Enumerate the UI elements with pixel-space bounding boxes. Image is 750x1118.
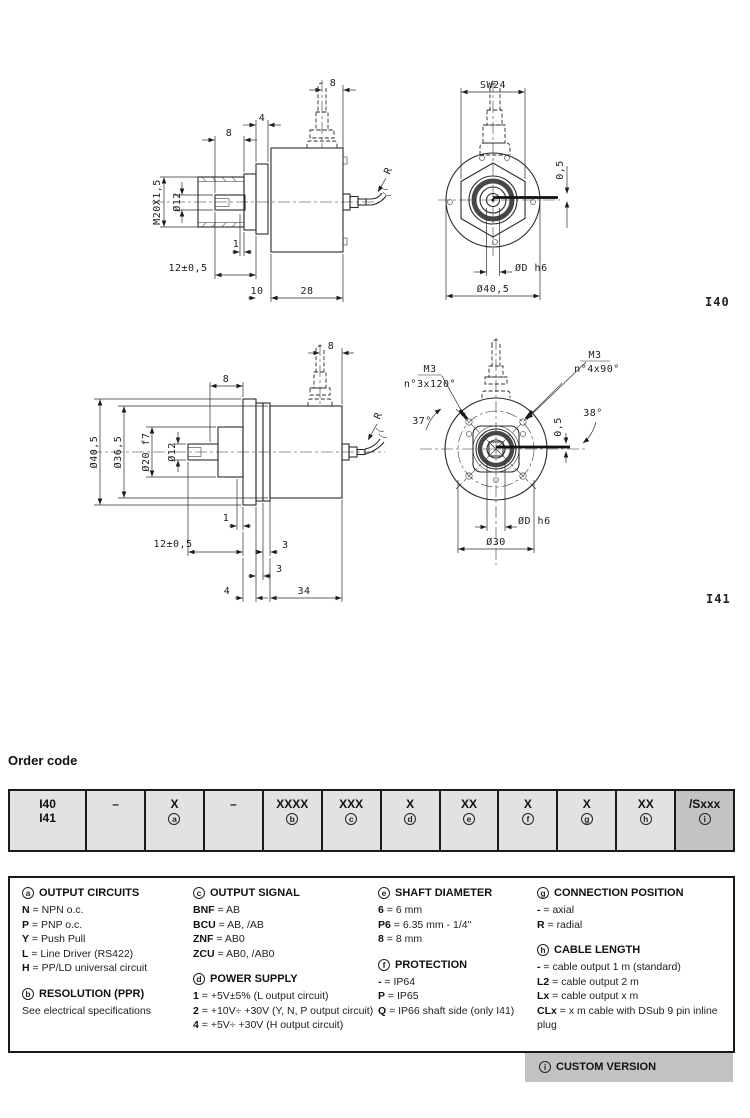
legend-item xyxy=(378,903,537,918)
item-key: - xyxy=(537,961,541,973)
legend-section-title xyxy=(537,887,733,899)
item-key: - xyxy=(378,975,382,988)
item-key: H xyxy=(22,962,30,974)
model-label-i40: I40 xyxy=(705,295,730,309)
item-description: IP65 xyxy=(396,990,419,1002)
i41-side-view-drawing xyxy=(80,320,400,615)
legend-item xyxy=(537,960,733,975)
order-code-cell xyxy=(205,791,264,850)
legend-section-g xyxy=(537,887,733,932)
item-key: BCU xyxy=(193,918,216,931)
item-description: 8 mm xyxy=(395,933,423,945)
item-key: ZCU xyxy=(193,947,215,960)
model-label-i41: I41 xyxy=(706,592,731,606)
order-code-cell xyxy=(676,791,733,850)
dimension-labels xyxy=(88,341,385,597)
item-description: IP66 shaft side (only I41) xyxy=(398,1004,515,1017)
section-title-text: SHAFT DIAMETER xyxy=(395,887,493,899)
order-code-field-letter: b xyxy=(286,813,298,825)
section-note: See electrical specifications xyxy=(22,1004,151,1017)
angle-38-label: 38° xyxy=(583,408,603,419)
dimensions xyxy=(94,348,354,602)
i41-front-view-drawing xyxy=(390,330,750,620)
item-description: radial xyxy=(556,918,583,931)
order-code-value: XXXX xyxy=(276,797,309,811)
section-letter-badge: f xyxy=(378,959,390,971)
item-description: NPN o.c. xyxy=(41,904,84,916)
equals-sign: = xyxy=(540,904,553,916)
legend-item xyxy=(537,1004,733,1033)
order-code-cell xyxy=(558,791,617,850)
order-code-cell xyxy=(264,791,323,850)
order-code-value: XXX xyxy=(339,797,364,811)
dim-label-dia12: Ø12 xyxy=(167,442,178,462)
dim-label-shaft-8: 8 xyxy=(225,128,233,139)
i40-front-view-drawing xyxy=(430,60,750,320)
dim-label-top-8: 8 xyxy=(329,78,337,89)
legend-section-title xyxy=(22,887,193,899)
legend-item xyxy=(378,975,537,990)
item-key: P xyxy=(22,918,30,931)
order-code-field-letter: a xyxy=(168,813,180,825)
legend-item xyxy=(378,1004,537,1019)
legend-item xyxy=(22,918,193,933)
legend-item xyxy=(193,918,378,933)
legend-item xyxy=(378,918,537,933)
item-key: 2 xyxy=(193,1004,199,1017)
equals-sign: = xyxy=(214,947,226,960)
order-code-table xyxy=(8,789,735,852)
legend-section-title xyxy=(193,887,378,899)
dim-label-top-8: 8 xyxy=(327,341,335,352)
dim-label-sw24: SW24 xyxy=(479,80,507,91)
equals-sign: = xyxy=(390,918,403,931)
dim-label-3b: 3 xyxy=(276,564,283,575)
radial-cable xyxy=(343,178,391,210)
equals-sign: = xyxy=(29,904,42,916)
order-code-cell xyxy=(87,791,146,850)
item-key: P xyxy=(378,990,386,1002)
legend-column xyxy=(193,887,378,1051)
equals-sign: = xyxy=(28,947,41,960)
legend-column xyxy=(537,887,733,1073)
dim-label-dia405: Ø40,5 xyxy=(89,435,100,469)
dim-label-1: 1 xyxy=(222,513,230,524)
legend-section-b xyxy=(22,988,193,1019)
order-code-cell xyxy=(499,791,558,850)
dim-label-34: 34 xyxy=(297,586,311,597)
equals-sign: = xyxy=(383,933,396,945)
order-code-cell xyxy=(382,791,441,850)
angle-37-label: 37° xyxy=(412,416,432,427)
order-code-value: I41 xyxy=(39,811,56,825)
legend-item xyxy=(22,961,193,976)
equals-sign: = xyxy=(556,1004,569,1017)
item-key: 8 xyxy=(378,933,384,945)
section-letter-badge: c xyxy=(193,887,205,899)
item-description: +5V±5% (L output circuit) xyxy=(210,990,329,1002)
legend-item xyxy=(193,1018,378,1033)
item-description: PNP o.c. xyxy=(40,918,83,931)
item-description: Push Pull xyxy=(40,933,86,945)
order-code-value: X xyxy=(170,797,179,811)
section-title-text: CUSTOM VERSION xyxy=(556,1060,657,1073)
order-code-field-letter: g xyxy=(581,813,593,825)
dim-label-thread: M20X1,5 xyxy=(152,179,163,225)
legend-section-c xyxy=(193,887,378,961)
axial-cable-gland-phantom xyxy=(480,84,510,155)
item-description: cable output x m xyxy=(561,990,639,1002)
section-title-text: POWER SUPPLY xyxy=(210,973,298,985)
equals-sign: = xyxy=(29,962,42,974)
legend-item xyxy=(22,903,193,918)
item-description: cable output 2 m xyxy=(561,975,639,988)
item-description: PP/LD universal circuit xyxy=(41,962,148,974)
dim-label-dia-405: Ø40,5 xyxy=(476,284,510,295)
dim-label-05: 0,5 xyxy=(555,160,566,180)
order-code-cell xyxy=(441,791,500,850)
item-description: 6.35 mm - 1/4" xyxy=(402,918,472,931)
legend-section-e xyxy=(378,887,537,947)
dim-label-dia12: Ø12 xyxy=(172,192,183,212)
equals-sign: = xyxy=(198,990,211,1002)
legend-item xyxy=(193,932,378,947)
item-description: AB, /AB xyxy=(227,918,264,931)
item-description: x m cable with DSub 9 pin inline plug xyxy=(537,1004,718,1031)
order-code-cell xyxy=(323,791,382,850)
legend-section-title xyxy=(22,988,193,1000)
m3-a-label-line1: M3 xyxy=(423,364,437,375)
legend-item xyxy=(537,989,733,1004)
cable-radius-label: R xyxy=(372,410,386,422)
order-code-cell xyxy=(617,791,676,850)
legend-item xyxy=(378,932,537,947)
order-code-field-letter: f xyxy=(522,813,534,825)
legend-section-i xyxy=(525,1053,733,1082)
dim-label-3a: 3 xyxy=(282,540,289,551)
section-title-text: RESOLUTION (PPR) xyxy=(39,987,145,1000)
order-code-cell xyxy=(10,791,87,850)
equals-sign: = xyxy=(215,918,228,931)
order-code-title: Order code xyxy=(8,753,78,768)
m3-b-label-line1: M3 xyxy=(588,350,602,361)
dim-label-12tol: 12±0,5 xyxy=(168,263,208,274)
dim-label-dia20f7: Ø20 f7 xyxy=(141,432,152,472)
item-key: Y xyxy=(22,933,30,945)
item-description: AB xyxy=(225,904,240,916)
item-key: N xyxy=(22,904,30,916)
item-key: 1 xyxy=(193,990,199,1002)
i40-side-view-drawing xyxy=(150,60,450,310)
item-key: Q xyxy=(378,1004,387,1017)
item-description: AB0 xyxy=(224,933,245,945)
legend-section-title xyxy=(378,887,537,899)
equals-sign: = xyxy=(381,975,394,988)
legend-section-a xyxy=(22,887,193,976)
order-code-value: I40 xyxy=(39,797,56,811)
section-title-text: CONNECTION POSITION xyxy=(554,887,684,899)
order-code-value: X xyxy=(523,797,532,811)
legend-column xyxy=(22,887,193,1051)
section-title-text: CABLE LENGTH xyxy=(554,944,641,956)
item-description: Line Driver (RS422) xyxy=(40,947,134,960)
section-letter-badge: i xyxy=(539,1061,551,1073)
legend-item xyxy=(537,975,733,990)
equals-sign: = xyxy=(214,904,226,916)
order-code-field-letter: e xyxy=(463,813,475,825)
dim-label-12tol: 12±0,5 xyxy=(153,539,193,550)
legend-item xyxy=(193,947,378,962)
item-key: BNF xyxy=(193,904,215,916)
encoder-body-outline xyxy=(198,148,347,252)
equals-sign: = xyxy=(383,904,396,916)
cable-radius-label: R xyxy=(382,165,396,177)
legend-box xyxy=(8,876,735,1073)
dimension-labels xyxy=(152,78,395,297)
item-description: +10V÷ +30V (Y, N, P output circuit) xyxy=(210,1004,374,1017)
item-description: 6 mm xyxy=(395,904,423,916)
section-letter-badge: b xyxy=(22,988,34,1000)
item-key: R xyxy=(537,918,545,931)
legend-section-h xyxy=(537,944,733,1033)
legend-section-title xyxy=(193,973,378,985)
section-letter-badge: e xyxy=(378,887,390,899)
order-code-cell xyxy=(146,791,205,850)
dim-label-dia-d: ØD h6 xyxy=(518,516,551,527)
dim-label-4: 4 xyxy=(258,113,266,124)
equals-sign: = xyxy=(544,918,557,931)
dim-label-1: 1 xyxy=(232,239,240,250)
legend-section-f xyxy=(378,959,537,1019)
item-description: cable output 1 m (standard) xyxy=(552,961,681,973)
dim-label-05: 0,5 xyxy=(553,417,564,437)
order-code-field-letter: c xyxy=(345,813,357,825)
section-title-text: PROTECTION xyxy=(395,958,468,971)
order-code-value: XX xyxy=(460,797,477,811)
item-key: L2 xyxy=(537,975,550,988)
item-description: IP64 xyxy=(393,975,416,988)
m3-a-label-line2: n°3x120° xyxy=(403,379,457,390)
equals-sign: = xyxy=(198,1004,211,1017)
equals-sign: = xyxy=(540,961,553,973)
legend-section-title xyxy=(537,944,733,956)
legend-item xyxy=(22,947,193,962)
legend-item xyxy=(378,989,537,1004)
order-code-value: X xyxy=(582,797,591,811)
order-code-value: X xyxy=(406,797,415,811)
section-letter-badge: g xyxy=(537,887,549,899)
section-title-text: OUTPUT CIRCUITS xyxy=(39,887,140,899)
item-description: +5V÷ +30V (H output circuit) xyxy=(210,1019,344,1031)
section-letter-badge: a xyxy=(22,887,34,899)
equals-sign: = xyxy=(29,918,41,931)
legend-section-title xyxy=(539,1061,725,1073)
item-key: CLx xyxy=(537,1004,557,1017)
dim-label-dia-d: ØD h6 xyxy=(515,263,548,274)
section-letter-badge: h xyxy=(537,944,549,956)
legend-item xyxy=(193,1004,378,1019)
equals-sign: = xyxy=(549,990,562,1002)
order-code-value: XX xyxy=(637,797,654,811)
order-code-field-letter: d xyxy=(404,813,416,825)
section-title-text: OUTPUT SIGNAL xyxy=(210,887,300,899)
item-key: L xyxy=(22,947,29,960)
m3-b-label-line2: n°4x90° xyxy=(574,364,620,375)
item-key: 4 xyxy=(193,1019,199,1031)
radial-cable xyxy=(342,424,387,460)
dim-label-28: 28 xyxy=(300,286,314,297)
dim-label-dia30: Ø30 xyxy=(486,537,506,548)
legend-item xyxy=(193,903,378,918)
legend-section-d xyxy=(193,973,378,1033)
order-code-value: – xyxy=(230,797,237,811)
equals-sign: = xyxy=(386,1004,399,1017)
section-letter-badge: d xyxy=(193,973,205,985)
dim-label-dia365: Ø36,5 xyxy=(113,435,124,469)
item-key: 6 xyxy=(378,904,384,916)
legend-item xyxy=(22,932,193,947)
legend-column xyxy=(378,887,537,1051)
equals-sign: = xyxy=(213,933,225,945)
equals-sign: = xyxy=(29,933,41,945)
item-key: P6 xyxy=(378,918,391,931)
legend-item xyxy=(537,903,733,918)
dim-label-10: 10 xyxy=(250,286,264,297)
order-code-value: – xyxy=(112,797,119,811)
equals-sign: = xyxy=(549,975,562,988)
item-key: - xyxy=(537,904,541,916)
item-description: axial xyxy=(552,904,575,916)
equals-sign: = xyxy=(385,990,397,1002)
dim-label-shaft-8: 8 xyxy=(222,374,230,385)
order-code-field-letter: h xyxy=(640,813,652,825)
legend-item xyxy=(193,989,378,1004)
item-key: ZNF xyxy=(193,933,214,945)
order-code-field-letter: i xyxy=(699,813,711,825)
order-code-value: /Sxxx xyxy=(688,797,721,811)
item-description: AB0, /AB0 xyxy=(225,947,275,960)
dim-label-4: 4 xyxy=(223,586,231,597)
legend-section-title xyxy=(378,959,537,971)
equals-sign: = xyxy=(198,1019,211,1031)
legend-item xyxy=(537,918,733,933)
item-key: Lx xyxy=(537,990,550,1002)
